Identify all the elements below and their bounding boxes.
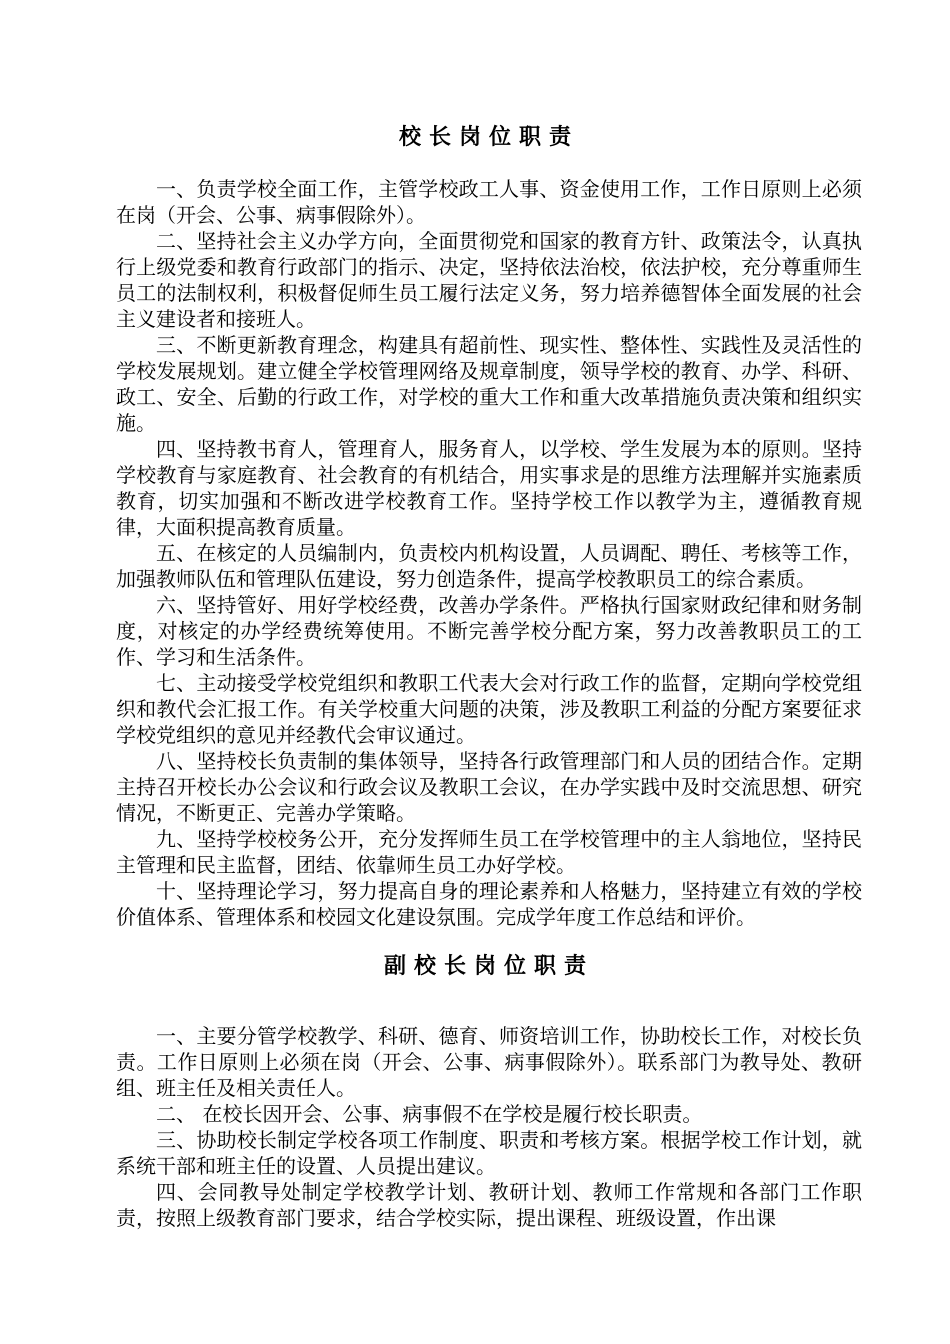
duty-paragraph: 四、会同教导处制定学校教学计划、教研计划、教师工作常规和各部门工作职责，按照上级教育部门要求，结合学校实际，提出课程、班级设置，作出课 [116,1180,862,1230]
duty-paragraph: 四、坚持教书育人，管理育人，服务育人，以学校、学生发展为本的原则。坚持学校教育与家庭教育、社会教育的有机结合，用实事求是的思维方法理解并实施素质教育，切实加强和不断改进学校教育工作。坚持学校工作以教学为主，遵循教育规律，大面积提高教育质量。 [116,437,862,539]
duty-paragraph: 三、协助校长制定学校各项工作制度、职责和考核方案。根据学校工作计划，就系统干部和班主任的设置、人员提出建议。 [116,1128,862,1178]
section-title-principal: 校长岗位职责 [398,124,579,150]
duty-paragraph: 九、坚持学校校务公开，充分发挥师生员工在学校管理中的主人翁地位，坚持民主管理和民主监督，团结、依靠师生员工办好学校。 [116,827,862,877]
duty-paragraph: 二、 在校长因开会、公事、病事假不在学校是履行校长职责。 [156,1102,703,1126]
duty-paragraph: 十、坚持理论学习，努力提高自身的理论素养和人格魅力，坚持建立有效的学校价值体系、管理体系和校园文化建设氛围。完成学年度工作总结和评价。 [116,879,862,929]
duty-paragraph: 五、在核定的人员编制内，负责校内机构设置，人员调配、聘任、考核等工作，加强教师队伍和管理队伍建设，努力创造条件，提高学校教职员工的综合素质。 [116,541,862,591]
document-page [116,0,862,1231]
duty-paragraph: 八、坚持校长负责制的集体领导，坚持各行政管理部门和人员的团结合作。定期主持召开校长办公会议和行政会议及教职工会议，在办学实践中及时交流思想、研究情况，不断更正、完善办学策略。 [116,749,862,825]
duty-paragraph: 二、坚持社会主义办学方向，全面贯彻党和国家的教育方针、政策法令，认真执行上级党委和教育行政部门的指示、决定，坚持依法治校，依法护校，充分尊重师生员工的法制权利，积极督促师生员工履行法定义务，努力培养德智体全面发展的社会主义建设者和接班人。 [116,229,862,331]
duty-paragraph: 三、不断更新教育理念，构建具有超前性、现实性、整体性、实践性及灵活性的学校发展规划。建立健全学校管理网络及规章制度，领导学校的教育、办学、科研、政工、安全、后勤的行政工作，对学校的重大工作和重大改革措施负责决策和组织实施。 [116,333,862,435]
section-vice-principal-duties [116,1023,862,1231]
section-principal-duties [116,176,862,930]
duty-paragraph: 一、负责学校全面工作，主管学校政工人事、资金使用工作，工作日原则上必须在岗（开会、公事、病事假除外）。 [116,177,862,227]
section-title-vice-principal: 副校长岗位职责 [383,953,594,979]
duty-paragraph: 七、主动接受学校党组织和教职工代表大会对行政工作的监督，定期向学校党组织和教代会汇报工作。有关学校重大问题的决策，涉及教职工利益的分配方案要征求学校党组织的意见并经教代会审议通过。 [116,671,862,747]
duty-paragraph: 六、坚持管好、用好学校经费，改善办学条件。严格执行国家财政纪律和财务制度，对核定的办学经费统筹使用。不断完善学校分配方案，努力改善教职员工的工作、学习和生活条件。 [116,593,862,669]
duty-paragraph: 一、主要分管学校教学、科研、德育、师资培训工作，协助校长工作，对校长负责。工作日原则上必须在岗（开会、公事、病事假除外）。联系部门为教导处、教研组、班主任及相关责任人。 [116,1024,862,1100]
